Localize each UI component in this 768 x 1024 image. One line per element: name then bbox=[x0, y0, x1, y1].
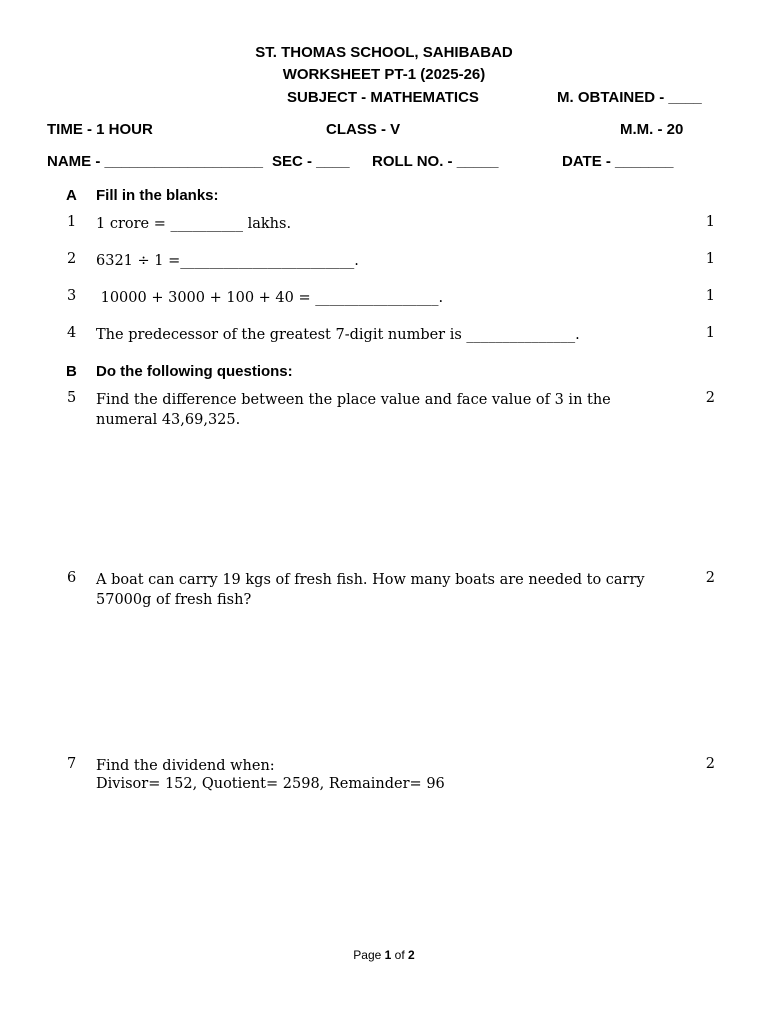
section-field: SEC - ____ bbox=[272, 153, 350, 170]
subject-label: SUBJECT - MATHEMATICS bbox=[287, 89, 479, 106]
question-number: 2 bbox=[67, 251, 77, 267]
class-label: CLASS - V bbox=[326, 121, 401, 138]
section-a-letter: A bbox=[66, 187, 77, 204]
question-marks: 1 bbox=[705, 214, 715, 230]
name-field: NAME - ___________________ bbox=[47, 153, 263, 170]
question-text: A boat can carry 19 kgs of fresh fish. How many boats are needed to carry 57000g of fresh fish? bbox=[96, 572, 645, 608]
page-total: 2 bbox=[408, 948, 415, 962]
question-number: 3 bbox=[67, 288, 77, 304]
question-marks: 1 bbox=[705, 288, 715, 304]
question-number: 4 bbox=[67, 325, 77, 341]
question-text: Find the difference between the place value and face value of 3 in the numeral 43,69,325. bbox=[96, 392, 611, 428]
question-text: 10000 + 3000 + 100 + 40 = _________________. bbox=[96, 290, 444, 306]
section-b-letter: B bbox=[66, 363, 77, 380]
section-b-title: Do the following questions: bbox=[96, 363, 293, 380]
question-number: 1 bbox=[67, 214, 77, 230]
page-current: 1 bbox=[384, 948, 392, 962]
question-number: 5 bbox=[67, 390, 77, 406]
page-word: Page bbox=[353, 948, 382, 962]
roll-no-field: ROLL NO. - _____ bbox=[372, 153, 499, 170]
question-text: The predecessor of the greatest 7-digit number is _______________. bbox=[96, 327, 580, 343]
question-marks: 1 bbox=[705, 251, 715, 267]
question-marks: 1 bbox=[705, 325, 715, 341]
question-number: 7 bbox=[67, 756, 77, 772]
question-marks: 2 bbox=[705, 570, 715, 586]
question-number: 6 bbox=[67, 570, 77, 586]
question-marks: 2 bbox=[705, 390, 715, 406]
question-text-line2: Divisor= 152, Quotient= 2598, Remainder= 96 bbox=[96, 776, 445, 792]
max-marks-label: M.M. - 20 bbox=[620, 121, 684, 138]
section-a-title: Fill in the blanks: bbox=[96, 187, 219, 204]
date-field: DATE - _______ bbox=[562, 153, 674, 170]
page-footer bbox=[0, 948, 768, 962]
question-text: 6321 ÷ 1 =________________________. bbox=[96, 253, 359, 269]
question-marks: 2 bbox=[705, 756, 715, 772]
question-text-line1: Find the dividend when: bbox=[96, 758, 275, 774]
worksheet-title: WORKSHEET PT-1 (2025-26) bbox=[282, 66, 486, 83]
school-name: ST. THOMAS SCHOOL, SAHIBABAD bbox=[255, 44, 513, 61]
question-text: 1 crore = __________ lakhs. bbox=[96, 216, 292, 232]
time-label: TIME - 1 HOUR bbox=[47, 121, 153, 138]
marks-obtained-label: M. OBTAINED - ____ bbox=[557, 89, 702, 106]
of-word: of bbox=[394, 948, 405, 962]
